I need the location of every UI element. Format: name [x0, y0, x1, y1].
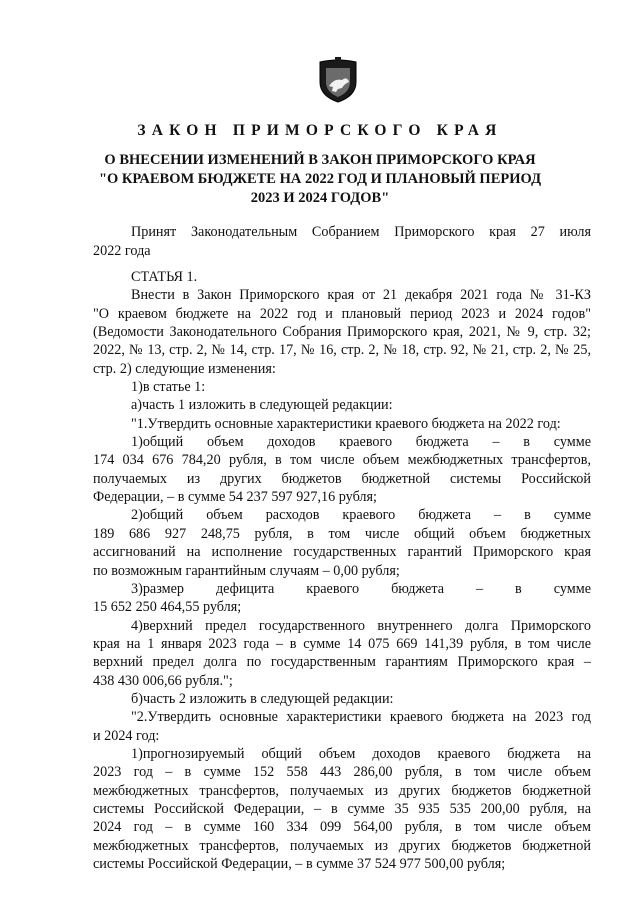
paragraph-line: 2022, № 13, стр. 2, № 14, стр. 17, № 16, стр. 2, № 18, стр. 92, № 21, стр. 2, № 25,: [93, 342, 591, 359]
paragraph-line: межбюджетных трансфертов, получаемых из других бюджетов бюджетной: [93, 782, 591, 799]
paragraph-line: 2)общий объем расходов краевого бюджета – в сумме: [131, 507, 591, 524]
paragraph-line: 189 686 927 248,75 рубля, в том числе общий объем бюджетных: [93, 525, 591, 542]
paragraph-line: стр. 2) следующие изменения:: [93, 360, 276, 377]
paragraph-line: по возможным гарантийным случаям – 0,00 рубля;: [93, 562, 400, 579]
paragraph-line: 15 652 250 464,55 рубля;: [93, 599, 242, 616]
law-title: ЗАКОН ПРИМОРСКОГО КРАЯ: [137, 122, 503, 139]
paragraph-line: и 2024 год:: [93, 727, 160, 744]
subtitle-line: "О КРАЕВОМ БЮДЖЕТЕ НА 2022 ГОД И ПЛАНОВЫЙ ПЕРИОД: [98, 171, 542, 187]
adoption-statement: [93, 223, 591, 261]
subtitle-line: 2023 И 2024 ГОДОВ": [250, 190, 390, 206]
paragraph-line: "1.Утвердить основные характеристики краевого бюджета на 2022 год:: [131, 415, 561, 432]
paragraph-line: края на 1 января 2023 года – в сумме 14 075 669 141,39 рубля, в том числе: [93, 635, 591, 652]
paragraph-line: 2024 год – в сумме 160 334 099 564,00 рубля, в том числе объем: [93, 819, 591, 836]
paragraph-line: 1)общий объем доходов краевого бюджета – в сумме: [131, 434, 591, 451]
paragraph-line: Внести в Закон Приморского края от 21 декабря 2021 года № 31-КЗ: [131, 287, 591, 304]
paragraph-line: межбюджетных трансфертов, получаемых из других бюджетов бюджетной: [93, 837, 591, 854]
paragraph-line: 174 034 676 784,20 рубля, в том числе объем межбюджетных трансфертов,: [93, 452, 591, 469]
paragraph-line: 2023 год – в сумме 152 558 443 286,00 рубля, в том числе объем: [93, 764, 591, 781]
paragraph-line: получаемых из других бюджетов бюджетной системы Российской: [93, 470, 591, 487]
paragraph-line: а)часть 1 изложить в следующей редакции:: [131, 397, 393, 414]
adoption-line: 2022 года: [93, 243, 151, 259]
paragraph-line: 1)в статье 1:: [131, 379, 206, 396]
subtitle-line: О ВНЕСЕНИИ ИЗМЕНЕНИЙ В ЗАКОН ПРИМОРСКОГО КРАЯ: [104, 152, 536, 168]
paragraph-line: (Ведомости Законодательного Собрания Приморского края, 2021, № 9, стр. 32;: [93, 324, 591, 341]
paragraph-line: ассигнований на исполнение государственных гарантий Приморского края: [93, 544, 591, 561]
paragraph-line: 1)прогнозируемый общий объем доходов краевого бюджета на: [131, 745, 591, 762]
paragraph-line: 438 430 006,66 рубля.";: [93, 672, 233, 689]
article-heading: СТАТЬЯ 1.: [131, 269, 198, 285]
paragraph-line: верхний предел долга по государственным гарантиям Приморского края –: [93, 654, 591, 671]
paragraph-line: Федерации, – в сумме 54 237 597 927,16 рубля;: [93, 489, 377, 506]
paragraph-line: 3)размер дефицита краевого бюджета – в сумме: [131, 580, 591, 597]
adoption-line: Принят Законодательным Собранием Приморского края 27 июля: [131, 224, 591, 240]
coat-of-arms-icon: [316, 56, 360, 104]
paragraph-line: б)часть 2 изложить в следующей редакции:: [131, 690, 394, 707]
paragraph-line: системы Российской Федерации, – в сумме 35 935 535 200,00 рубля, на: [93, 800, 591, 817]
law-subtitle: [60, 151, 580, 208]
paragraph-line: системы Российской Федерации, – в сумме 37 524 977 500,00 рубля;: [93, 856, 506, 872]
paragraph-line: "2.Утвердить основные характеристики краевого бюджета на 2023 год: [131, 709, 591, 726]
article-body: [93, 268, 591, 873]
paragraph-line: "О краевом бюджете на 2022 год и плановый период 2023 и 2024 годов": [93, 305, 591, 322]
paragraph-line: 4)верхний предел государственного внутреннего долга Приморского: [131, 617, 591, 634]
